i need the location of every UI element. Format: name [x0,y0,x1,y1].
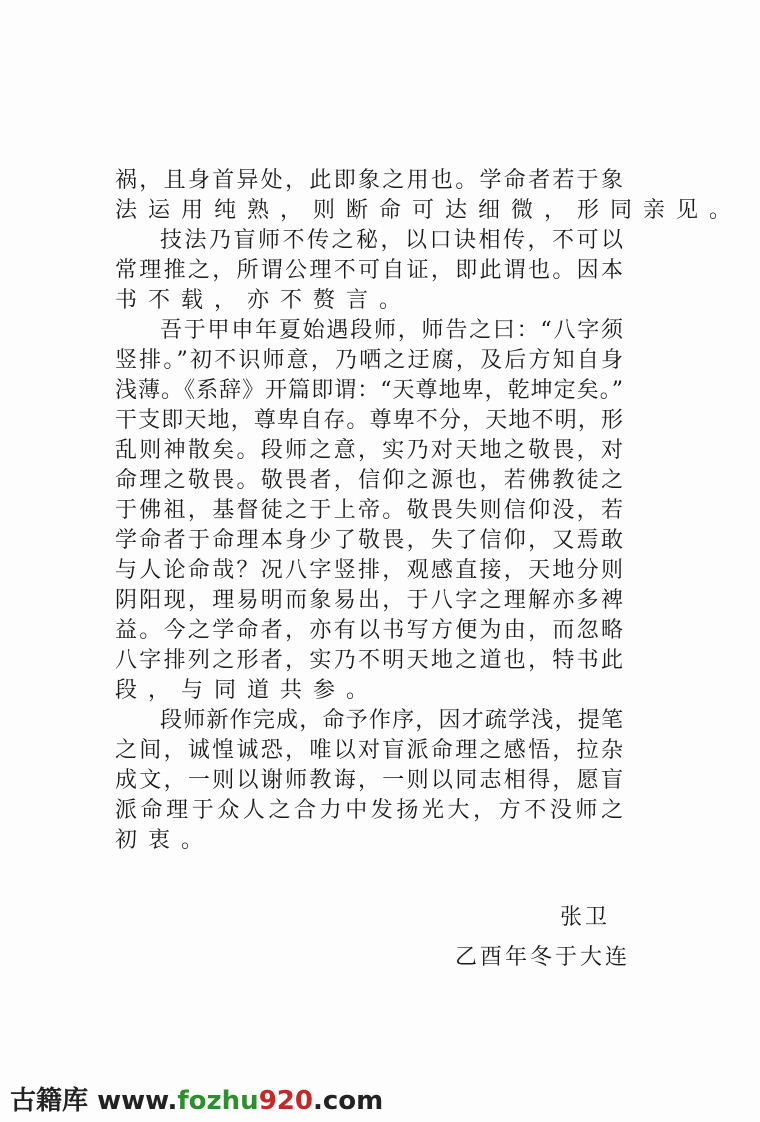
text-line: 派命理于众人之合力中发扬光大，方不没师之 [115,798,623,823]
text-line: 命理之敬畏。敬畏者，信仰之源也，若佛教徒之 [115,468,623,493]
text-line: 乱则神散矣。段师之意，实乃对天地之敬畏，对 [115,438,623,463]
watermark-url-suffix: .com [312,1086,384,1116]
text-line: 段师新作完成，命予作序，因才疏学浅，提笔 [160,708,623,733]
text-line: 益。今之学命者，亦有以书写方便为由，而忽略 [115,618,623,643]
text-line: 成文，一则以谢师教诲，一则以同志相得，愿盲 [115,768,623,793]
text-line: 之间，诚惶诚恐，唯以对盲派命理之感悟，拉杂 [115,738,623,763]
text-line: 阴阳现，理易明而象易出，于八字之理解亦多裨 [115,588,623,613]
watermark-url-prefix: www. [97,1086,178,1116]
site-watermark [10,1080,383,1117]
watermark-site-name: 古籍库 [10,1086,89,1116]
text-line: 干支即天地，尊卑自存。尊卑不分，天地不明，形 [115,408,623,433]
text-line: 与人论命哉？况八字竖排，观感直接，天地分则 [115,558,623,583]
text-line: 祸，且身首异处，此即象之用也。学命者若于象 [115,168,623,193]
signature-date-place: 乙酉年冬于大连 [455,945,631,970]
text-line: 吾于甲申年夏始遇段师，师告之曰：“八字须 [160,318,623,343]
text-line: 段，与同道共参。 [115,678,380,703]
text-line: 技法乃盲师不传之秘，以口诀相传，不可以 [160,228,623,253]
text-line: 八字排列之形者，实乃不明天地之道也，特书此 [115,648,623,673]
watermark-url-red: 920 [258,1086,313,1116]
text-line: 初衷。 [115,828,215,853]
text-line: 常理推之，所谓公理不可自证，即此谓也。因本 [115,258,623,283]
watermark-url-green: fozhu [177,1086,259,1116]
text-line: 学命者于命理本身少了敬畏，失了信仰，又焉敢 [115,528,623,553]
text-line: 书不载，亦不赘言。 [115,288,413,313]
signature-author: 张卫 [560,905,611,930]
preface-body [115,166,743,856]
text-line: 竖排。”初不识师意，乃哂之迂腐，及后方知自身 [115,348,623,373]
text-line: 法运用纯熟，则断命可达细微，形同亲见。 [115,198,743,223]
text-line: 浅薄。《系辞》开篇即谓：“天尊地卑，乾坤定矣。” [115,378,623,403]
text-line: 于佛祖，基督徒之于上帝。敬畏失则信仰没，若 [115,498,623,523]
